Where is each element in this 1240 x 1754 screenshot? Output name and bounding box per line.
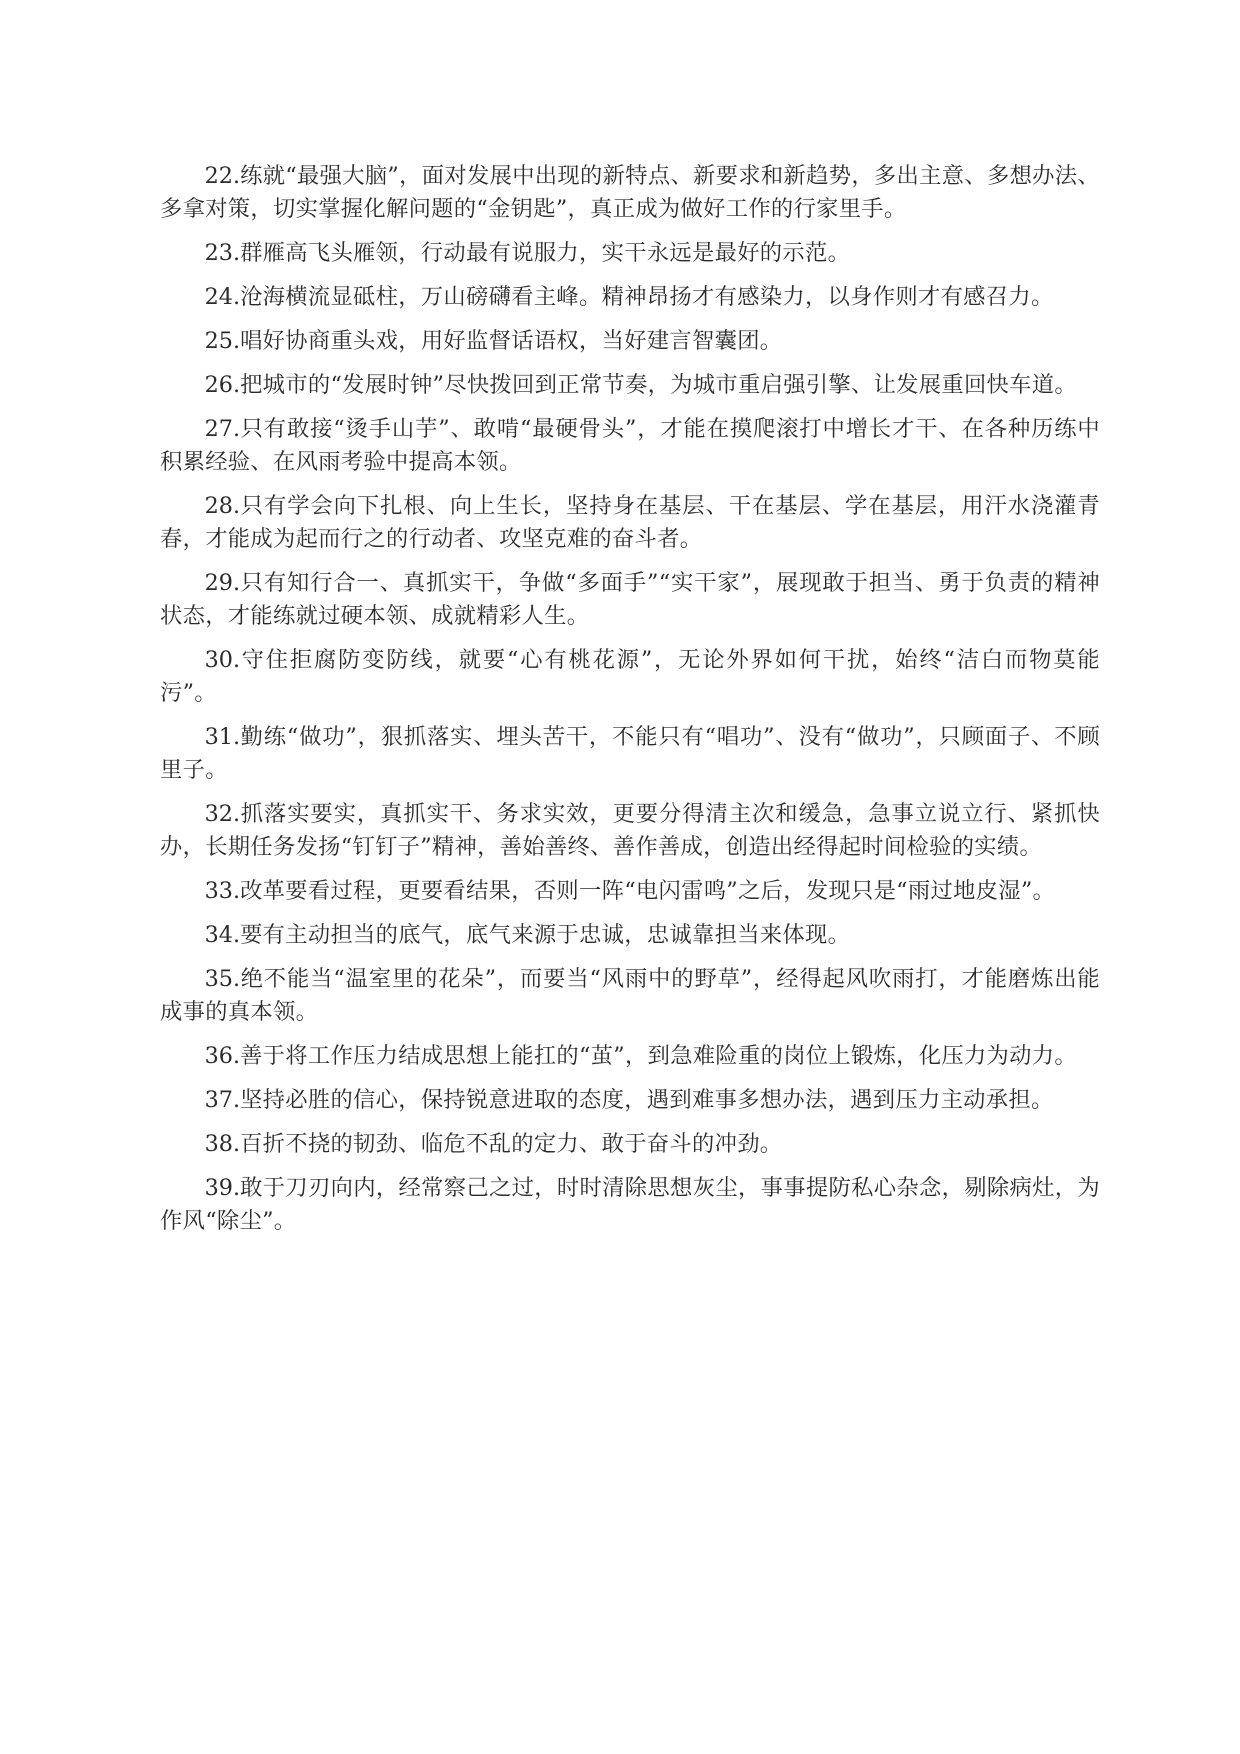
paragraph-text: 沧海横流显砥柱，万山磅礴看主峰。精神昂扬才有感染力，以身作则才有感召力。 [240, 284, 1054, 310]
paragraph-28 [160, 490, 1100, 556]
paragraph-23 [160, 237, 1100, 270]
paragraph-32 [160, 798, 1100, 864]
paragraph-text: 要有主动担当的底气，底气来源于忠诚，忠诚靠担当来体现。 [240, 922, 851, 948]
paragraph-text: 敢于刀刃向内，经常察己之过，时时清除思想灰尘，事事提防私心杂念，剔除病灶，为作风“除尘”。 [160, 1175, 1100, 1234]
paragraph-number: 33. [204, 878, 241, 904]
paragraph-38 [160, 1128, 1100, 1161]
paragraph-text: 守住拒腐防变防线，就要“心有桃花源”，无论外界如何干扰，始终“洁白而物莫能污”。 [160, 647, 1100, 706]
paragraph-text: 绝不能当“温室里的花朵”，而要当“风雨中的野草”，经得起风吹雨打，才能磨炼出能成事的真本领。 [160, 966, 1100, 1025]
paragraph-37 [160, 1084, 1100, 1117]
paragraph-30 [160, 644, 1100, 710]
paragraph-text: 唱好协商重头戏，用好监督话语权，当好建言智囊团。 [240, 328, 783, 354]
paragraph-number: 31. [204, 724, 241, 750]
paragraph-36 [160, 1040, 1100, 1073]
paragraph-number: 24. [204, 284, 241, 310]
paragraph-number: 38. [204, 1131, 241, 1157]
paragraph-number: 22. [204, 163, 241, 189]
paragraph-number: 30. [204, 647, 241, 673]
paragraph-text: 只有学会向下扎根、向上生长，坚持身在基层、干在基层、学在基层，用汗水浇灌青春，才能成为起而行之的行动者、攻坚克难的奋斗者。 [160, 493, 1100, 552]
paragraph-number: 26. [204, 372, 241, 398]
paragraph-text: 勤练“做功”，狠抓落实、埋头苦干，不能只有“唱功”、没有“做功”，只顾面子、不顾里子。 [160, 724, 1100, 783]
paragraph-text: 善于将工作压力结成思想上能扛的“茧”，到急难险重的岗位上锻炼，化压力为动力。 [240, 1043, 1077, 1069]
paragraph-31 [160, 721, 1100, 787]
paragraph-number: 32. [204, 801, 241, 827]
paragraph-34 [160, 919, 1100, 952]
paragraph-35 [160, 963, 1100, 1029]
paragraph-39 [160, 1172, 1100, 1238]
paragraph-text: 群雁高飞头雁领，行动最有说服力，实干永远是最好的示范。 [240, 240, 851, 266]
paragraph-number: 35. [204, 966, 241, 992]
paragraph-number: 34. [204, 922, 241, 948]
paragraph-27 [160, 413, 1100, 479]
paragraph-24 [160, 281, 1100, 314]
paragraph-text: 把城市的“发展时钟”尽快拨回到正常节奏，为城市重启强引擎、让发展重回快车道。 [240, 372, 1077, 398]
paragraph-number: 36. [204, 1043, 241, 1069]
paragraph-number: 25. [204, 328, 241, 354]
paragraph-number: 28. [204, 493, 241, 519]
paragraph-text: 练就“最强大脑”，面对发展中出现的新特点、新要求和新趋势，多出主意、多想办法、多拿对策，切实掌握化解问题的“金钥匙”，真正成为做好工作的行家里手。 [160, 163, 1100, 222]
paragraph-29 [160, 567, 1100, 633]
paragraph-22 [160, 160, 1100, 226]
paragraph-25 [160, 325, 1100, 358]
paragraph-number: 23. [204, 240, 241, 266]
paragraph-number: 29. [204, 570, 241, 596]
paragraph-text: 改革要看过程，更要看结果，否则一阵“电闪雷鸣”之后，发现只是“雨过地皮湿”。 [240, 878, 1056, 904]
paragraph-text: 只有知行合一、真抓实干，争做“多面手”“实干家”，展现敢于担当、勇于负责的精神状态，才能练就过硬本领、成就精彩人生。 [160, 570, 1100, 629]
paragraph-number: 39. [204, 1175, 241, 1201]
document-page [160, 160, 1100, 1249]
paragraph-number: 27. [204, 416, 241, 442]
paragraph-text: 只有敢接“烫手山芋”、敢啃“最硬骨头”，才能在摸爬滚打中增长才干、在各种历练中积累经验、在风雨考验中提高本领。 [160, 416, 1100, 475]
paragraph-text: 抓落实要实，真抓实干、务求实效，更要分得清主次和缓急，急事立说立行、紧抓快办，长期任务发扬“钉钉子”精神，善始善终、善作善成，创造出经得起时间检验的实绩。 [160, 801, 1100, 860]
paragraph-26 [160, 369, 1100, 402]
paragraph-33 [160, 875, 1100, 908]
paragraph-text: 坚持必胜的信心，保持锐意进取的态度，遇到难事多想办法，遇到压力主动承担。 [240, 1087, 1054, 1113]
paragraph-text: 百折不挠的韧劲、临危不乱的定力、敢于奋斗的冲劲。 [240, 1131, 783, 1157]
paragraph-number: 37. [204, 1087, 241, 1113]
